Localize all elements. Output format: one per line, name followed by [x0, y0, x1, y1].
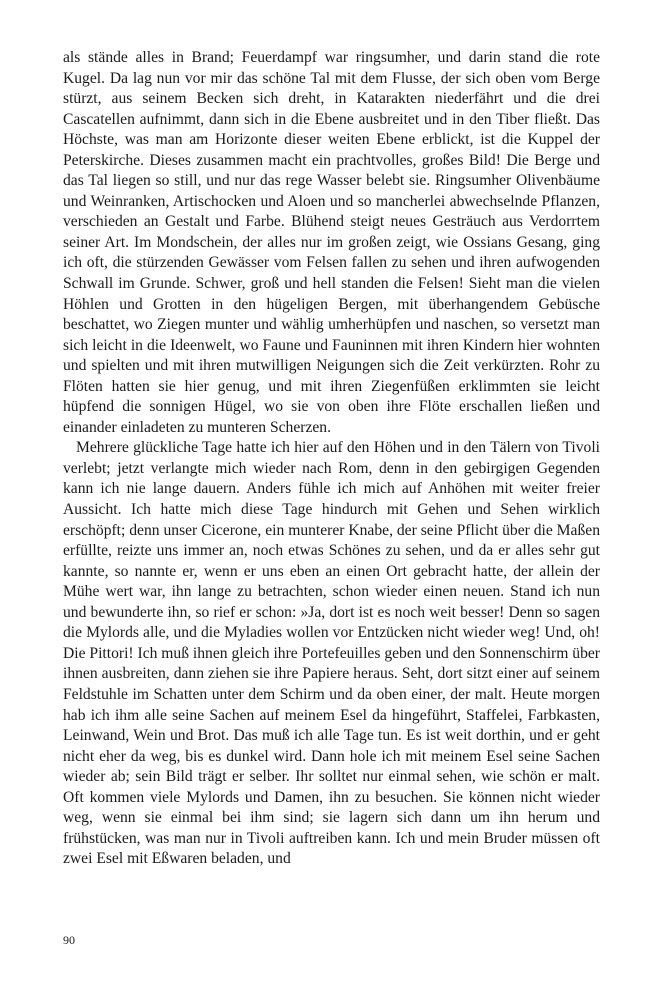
paragraph-cicerone: Mehrere glückliche Tage hatte ich hier auf den Höhen und in den Tälern von Tivoli verlebt; jetzt verlangte mich wieder nach Rom, denn in den gebirgigen Gegenden kann ich nie lange dauern. Anders fühle ich mich auf Anhöhen mit weiter freier Aussicht. Ich hatte mich diese Tage hindurch mit Gehen und Sehen wirklich erschöpft; denn unser Cicerone, ein munterer Knabe, der seine Pflicht über die Maßen erfüllte, reizte uns immer an, noch etwas Schönes zu sehen, und da er alles sehr gut kannte, so nannte er, wenn er uns eben an einen Ort gebracht hatte, der allein der Mühe wert war, ihn lange zu betrachten, schon wieder einen neuen. Stand ich nun und bewunderte ihn, so rief er schon: »Ja, dort ist es noch weit besser! Denn so sagen die Mylords alle, und die Myladies wollen vor Entzücken nicht wieder weg! Und, oh! Die Pittori! Ich muß ihnen gleich ihre Portefeuilles geben und den Sonnenschirm über ihnen ausbreiten, dann ziehen sie ihre Papiere heraus. Seht, dort sitzt einer auf seinem Feldstuhle im Schatten unter dem Schirm und da oben einer, der malt. Heute morgen hab ich ihm alle seine Sachen auf meinem Esel da hingeführt, Staffelei, Farbkasten, Leinwand, Wein und Brot. Das muß ich alle Tage tun. Es ist weit dorthin, und er geht nicht eher da weg, bis es dunkel wird. Dann hole ich mit meinem Esel seine Sachen wieder ab; sein Bild trägt er selber. Ihr solltet nur einmal sehen, wie schön er malt. Oft kommen viele Mylords und Damen, ihn zu besuchen. Sie können nicht wieder weg, wenn sie einmal bei ihm sind; sie lagern sich dann um ihn herum und frühstücken, was man nur in Tivoli auftreiben kann. Ich und mein Bruder müssen oft zwei Esel mit Eßwaren beladen, und: [63, 439, 600, 868]
paragraph-tivoli-landscape: als stände alles in Brand; Feuerdampf war ringsumher, und darin stand die rote Kugel. Da lag nun vor mir das schöne Tal mit dem Flusse, der sich oben vom Berge stürzt, aus seinem Becken sich dreht, in Katarakten niederfährt und die drei Cascatellen aufnimmt, dann sich in die Ebene ausbreitet und in den Tiber fließt. Das Höchste, was man am Horizonte dieser weiten Ebene erblickt, ist die Kuppel der Peterskirche. Dieses zusammen macht ein prachtvolles, großes Bild! Die Berge und das Tal liegen so still, und nur das rege Wasser belebt sie. Ringsumher Olivenbäume und Weinranken, Artischocken und Aloen und so mancherlei abwechselnde Pflanzen, verschieden an Gestalt und Farbe. Blühend steigt neues Gesträuch aus Verdorrtem seiner Art. Im Mondschein, der alles nur im großen zeigt, wie Ossians Gesang, ging ich oft, die stürzenden Gewässer vom Felsen fallen zu sehen und ihren aufwogenden Schwall im Grunde. Schwer, groß und hell standen die Felsen! Sieht man die vielen Höhlen und Grotten in den hügeligen Bergen, mit überhangendem Gebüsche beschattet, wo Ziegen munter und wählig umherhüpfen und naschen, so versetzt man sich leicht in die Ideenwelt, wo Faune und Fauninnen mit ihren Kindern hier wohnten und spielten und mit ihren mutwilligen Neigungen sich die Zeit verkürzten. Rohr zu Flöten hatten sie hier genug, und mit ihren Ziegenfüßen erklimmten sie leicht hüpfend die sonnigen Hügel, wo sie von oben ihre Flöte erschallen ließen und einander einladeten zu munteren Scherzen.: [63, 49, 600, 436]
page-number: 90: [63, 933, 75, 947]
page-body: [63, 48, 600, 870]
